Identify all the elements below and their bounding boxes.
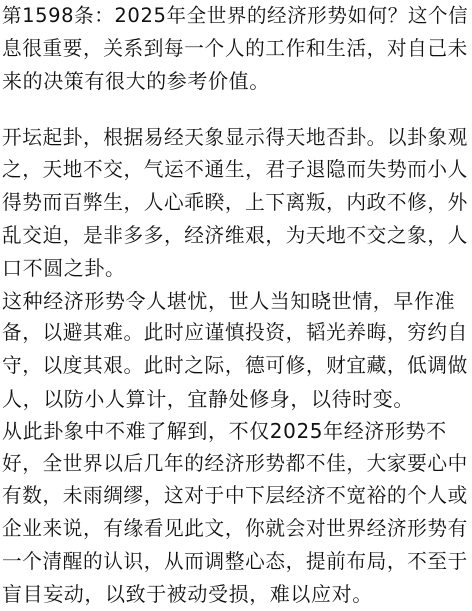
text-line: 乱交迫，是非多多，经济维艰，为天地不交之象，人 — [2, 223, 468, 247]
text-line: 有数，未雨绸缪，这对于中下层经济不宽裕的个人或 — [2, 484, 468, 508]
paragraph-hexagram — [2, 122, 468, 285]
text-line: 人，以防小人算计，宜静处修身，以待时变。 — [2, 386, 414, 411]
article-body — [2, 0, 468, 611]
text-line: 一个清醒的认识，从而调整心态，提前布局，不至于 — [2, 549, 468, 573]
text-line: 备，以避其难。此时应谨慎投资，韬光养晦，穷约自 — [2, 321, 468, 345]
text-line: 好，全世界以后几年的经济形势都不佳，大家要心中 — [2, 451, 468, 475]
text-line: 来的决策有很大的参考价值。 — [2, 69, 270, 94]
text-line: 开坛起卦，根据易经天象显示得天地否卦。以卦象观 — [2, 125, 468, 149]
text-line: 从此卦象中不难了解到，不仅2025年经济形势不 — [2, 419, 447, 444]
paragraph-advice — [2, 285, 468, 415]
paragraph-gap — [2, 98, 468, 122]
text-line: 企业来说，有缘看见此文，你就会对世界经济形势有 — [2, 516, 468, 540]
text-line: 息很重要，关系到每一个人的工作和生活，对自己未 — [2, 36, 468, 60]
text-line: 这种经济形势令人堪忧，世人当知晓世情，早作准 — [2, 288, 456, 313]
text-line: 盲目妄动，以致于被动受损，难以应对。 — [2, 582, 373, 607]
text-line: 第1598条：2025年全世界的经济形势如何？这个信 — [2, 4, 469, 27]
text-line: 口不圆之卦。 — [2, 256, 126, 281]
paragraph-conclusion — [2, 415, 468, 611]
text-line: 守，以度其艰。此时之际，德可修，财宜藏，低调做 — [2, 353, 468, 377]
text-line: 得势而百弊生，人心乖睽，上下离叛，内政不修，外 — [2, 190, 468, 214]
question-block — [2, 0, 468, 98]
text-line: 之，天地不交，气运不通生，君子退隐而失势而小人 — [2, 158, 468, 182]
